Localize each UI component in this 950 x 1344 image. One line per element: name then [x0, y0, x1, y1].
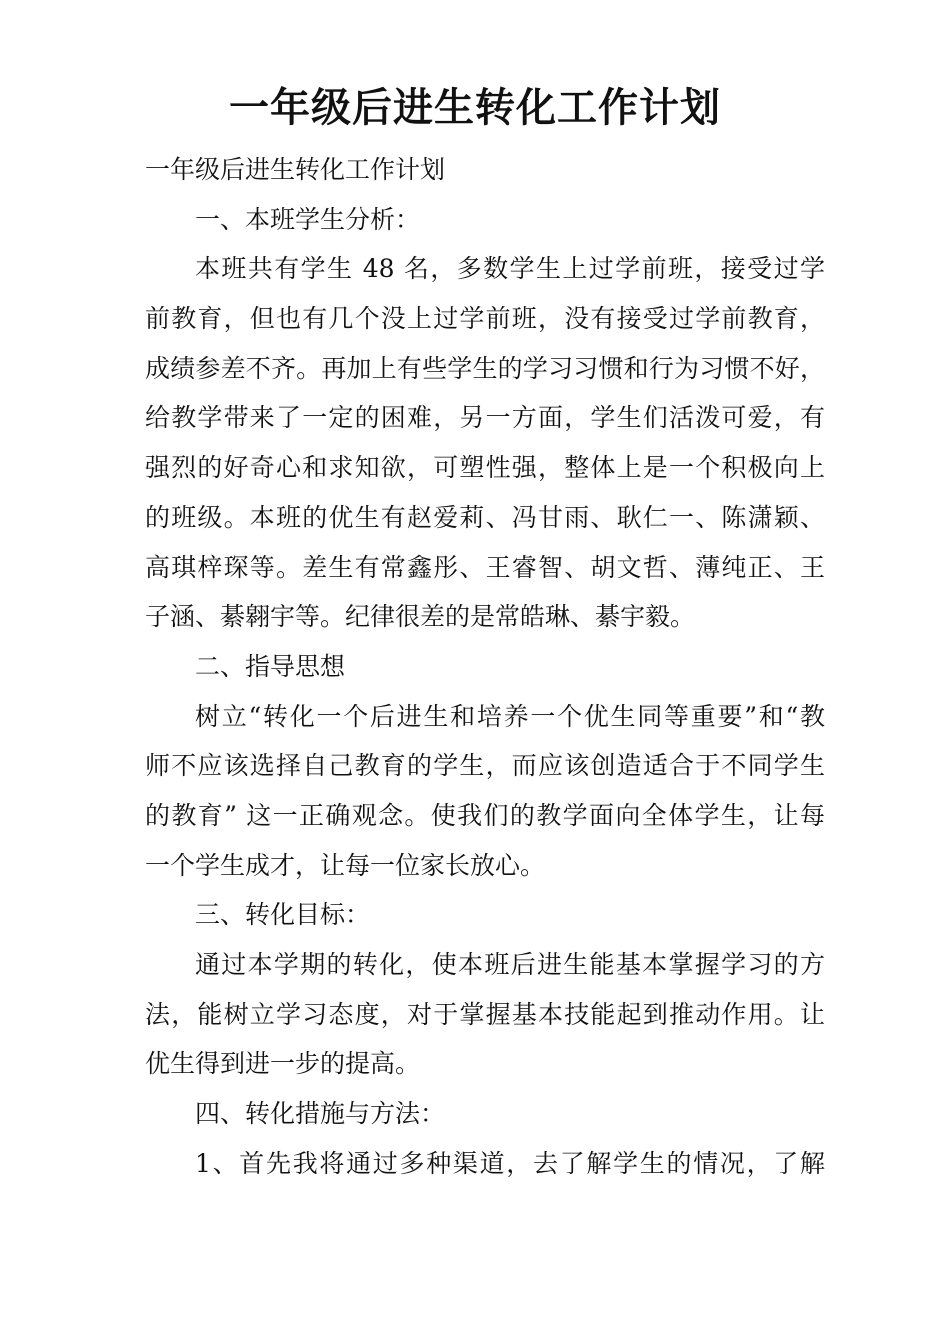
body-line: 强烈的好奇心和求知欲，可塑性强，整体上是一个积极向上 — [145, 453, 825, 483]
body-line: 通过本学期的转化，使本班后进生能基本掌握学习的方 — [195, 950, 825, 979]
document-title: 一年级后进生转化工作计划 — [229, 84, 721, 131]
section-heading-analysis: 一、本班学生分析： — [195, 204, 421, 234]
body-line: 给教学带来了一定的困难，另一方面，学生们活泼可爱，有 — [145, 403, 825, 433]
section-heading-guiding-thought: 二、指导思想 — [195, 651, 346, 681]
body-line: 的班级。本班的优生有赵爱莉、冯甘雨、耿仁一、陈潇颖、 — [145, 502, 825, 532]
document-body — [145, 145, 825, 1188]
body-line: 师不应该选择自己教育的学生，而应该创造适合于不同学生 — [145, 751, 825, 781]
body-line: 高琪梓琛等。差生有常鑫彤、王睿智、胡文哲、薄纯正、王 — [145, 552, 825, 582]
body-line: 法，能树立学习态度，对于掌握基本技能起到推动作用。让 — [145, 999, 825, 1029]
body-line: 优生得到进一步的提高。 — [145, 1049, 421, 1079]
section-heading-measures: 四、转化措施与方法： — [195, 1099, 446, 1129]
body-line: 成绩参差不齐。再加上有些学生的学习习惯和行为习惯不好， — [145, 353, 825, 383]
body-line: 树立“转化一个后进生和培养一个优生同等重要”和“教 — [195, 701, 825, 731]
body-line: 前教育，但也有几个没上过学前班，没有接受过学前教育， — [145, 304, 825, 334]
body-line-subtitle: 一年级后进生转化工作计划 — [145, 155, 446, 184]
body-line: 一个学生成才，让每一位家长放心。 — [145, 850, 546, 880]
section-heading-goals: 三、转化目标： — [195, 900, 371, 930]
body-line: 子涵、綦翱宇等。纪律很差的是常皓琳、綦宇毅。 — [145, 602, 696, 632]
body-line: 的教育” 这一正确观念。使我们的教学面向全体学生，让每 — [145, 800, 825, 830]
body-line: 1、首先我将通过多种渠道，去了解学生的情况，了解 — [195, 1148, 825, 1178]
body-line: 本班共有学生 48 名，多数学生上过学前班，接受过学 — [195, 254, 825, 284]
